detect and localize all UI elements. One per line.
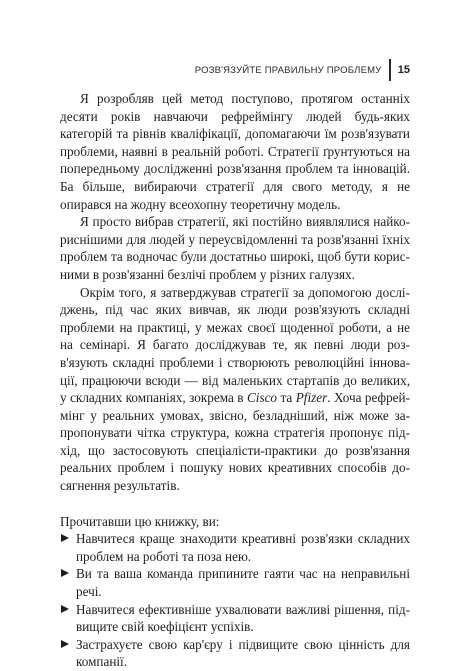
running-title: РОЗВ'ЯЗУЙТЕ ПРАВИЛЬНУ ПРОБЛЕМУ xyxy=(194,64,382,76)
paragraph-3 xyxy=(60,284,410,495)
list-item-text: Навчитеся ефективніше ухвалювати важливі рішення, підвищите свій коефіцієнт успіхів. xyxy=(76,601,410,635)
page-number: 15 xyxy=(397,64,410,76)
triangle-bullet-icon xyxy=(61,640,69,648)
triangle-bullet-icon xyxy=(61,605,69,613)
paragraph-3-text-b: та xyxy=(277,390,296,406)
header-divider xyxy=(389,59,390,81)
list-item-text: Ви та ваша команда припините гаяти час на неправильні речі. xyxy=(76,566,410,600)
list-item xyxy=(60,636,410,671)
paragraph-1: Я розробляв цей метод поступово, протягом останніх десяти років навчаючи рефреймінгу людей будь-яких категорій та рівнів кваліфікації, допомагаючи їм розв'язувати проблеми, наявні в реальній роботі. Стратегії ґрунтуються на попередньому дослідженні розв'язання проблем та інновацій. Ба більше, вибираючи стратегії для свого методу, я не опирався на жодну всеохопну теоретичну модель. xyxy=(60,91,410,212)
running-header xyxy=(195,58,410,82)
company-pfizer: Pfizer xyxy=(295,390,328,406)
paragraph-2: Я просто вибрав стратегії, які постійно виявлялися найкориснішими для людей у переусвідомленні та розв'язанні їхніх проблем та водночас були достатньо широкі, щоб бути корисними в розв'язанні безлічі проблем у різних галузях. xyxy=(60,214,410,282)
list-item xyxy=(60,530,410,565)
list-item xyxy=(60,601,410,636)
body-text xyxy=(60,90,410,671)
triangle-bullet-icon xyxy=(61,534,69,542)
paragraph-3-text-a: Окрім того, я затверджував стратегії за допомогою досліджень, під час яких вивчав, як люди розв'язують складні проблеми на практиці, у межах своєї щоденної роботи, а не на семінарі. Я багато досліджував те, як певні люди розв'язують складні проблеми і створюють революційні інновації, працюючи всюди — від маленьких стартапів до великих, у складних компаніях, зокрема в xyxy=(60,284,410,406)
paragraph-3-text-c: . Хоча рефреймінг у реальних умовах, звісно, безладніший, ніж може запропонувати чітка структура, кожна стратегія пропонує підхід, що застосовують спеціалісти-практики до розв'язання реальних проблем і пошуку нових креативних способів досягнення результатів. xyxy=(60,390,410,494)
benefits-list xyxy=(60,530,410,671)
list-item-text: Застрахуєте свою кар'єру і підвищите свою цінність для компанії. xyxy=(76,636,410,670)
list-item-text: Навчитеся краще знаходити креативні розв'язки складних проблем на роботі та поза нею. xyxy=(76,531,410,564)
list-lead: Прочитавши цю книжку, ви: xyxy=(60,513,220,529)
company-cisco: Cisco xyxy=(246,390,278,406)
triangle-bullet-icon xyxy=(61,569,69,577)
list-item xyxy=(60,565,410,600)
